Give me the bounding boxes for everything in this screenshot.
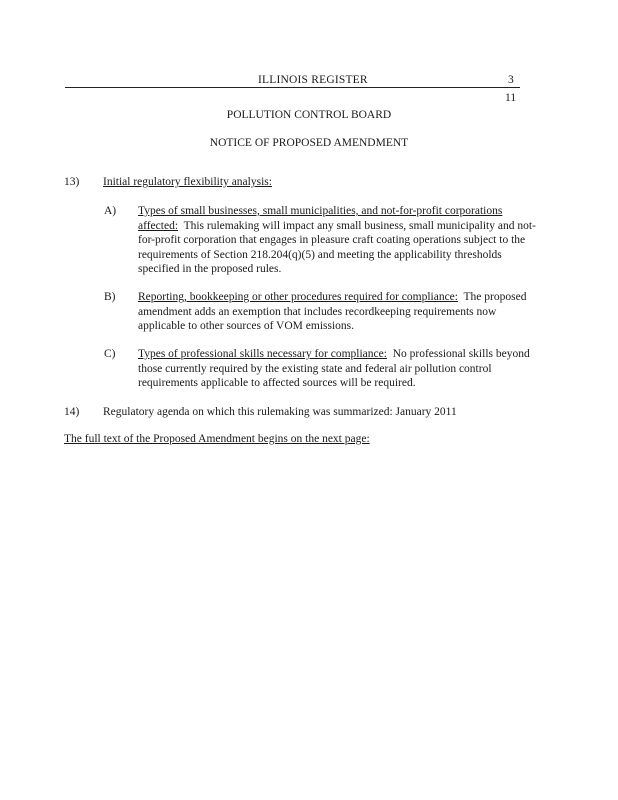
- agency-name: POLLUTION CONTROL BOARD: [226, 109, 392, 121]
- item-13c-body: No professional skills beyond those currently required by the existing state and federal air pollution control requirements applicable to affected sources will be required.: [138, 348, 530, 389]
- item-13a-body: This rulemaking will impact any small business, small municipality and not-for-profit corporation that engages in pleasure craft coating operations subject to the requirements of Section 218.204(q)(5) and meeting the applicability thresholds specified in the proposed rules.: [138, 219, 536, 275]
- notice-title: NOTICE OF PROPOSED AMENDMENT: [209, 137, 409, 149]
- item-13c-text: [138, 347, 538, 391]
- item-13b-text: [138, 290, 538, 334]
- issue-number: 11: [505, 92, 517, 104]
- register-title: ILLINOIS REGISTER: [258, 74, 368, 86]
- item-14-text: Regulatory agenda on which this rulemaking was summarized: January 2011: [103, 406, 457, 418]
- item-13a-heading: Types of small businesses, small municipalities, and not-for-profit corporations affected:: [138, 205, 503, 232]
- trailer-note: The full text of the Proposed Amendment begins on the next page:: [64, 433, 370, 445]
- page-number: 3: [508, 74, 514, 86]
- item-13b-heading: Reporting, bookkeeping or other procedures required for compliance:: [138, 291, 458, 303]
- item-13b-body: The proposed amendment adds an exemption that includes recordkeeping requirements now applicable to other sources of VOM emissions.: [138, 291, 527, 332]
- item-13c-heading: Types of professional skills necessary for compliance:: [138, 348, 387, 360]
- item-13a-letter: A): [104, 205, 117, 217]
- item-13a-text: [138, 204, 538, 277]
- item-14-number: 14): [64, 406, 80, 418]
- item-13-number: 13): [64, 176, 80, 188]
- item-13-heading: Initial regulatory flexibility analysis:: [103, 176, 272, 188]
- item-13c-letter: C): [104, 348, 116, 360]
- item-13b-letter: B): [104, 291, 116, 303]
